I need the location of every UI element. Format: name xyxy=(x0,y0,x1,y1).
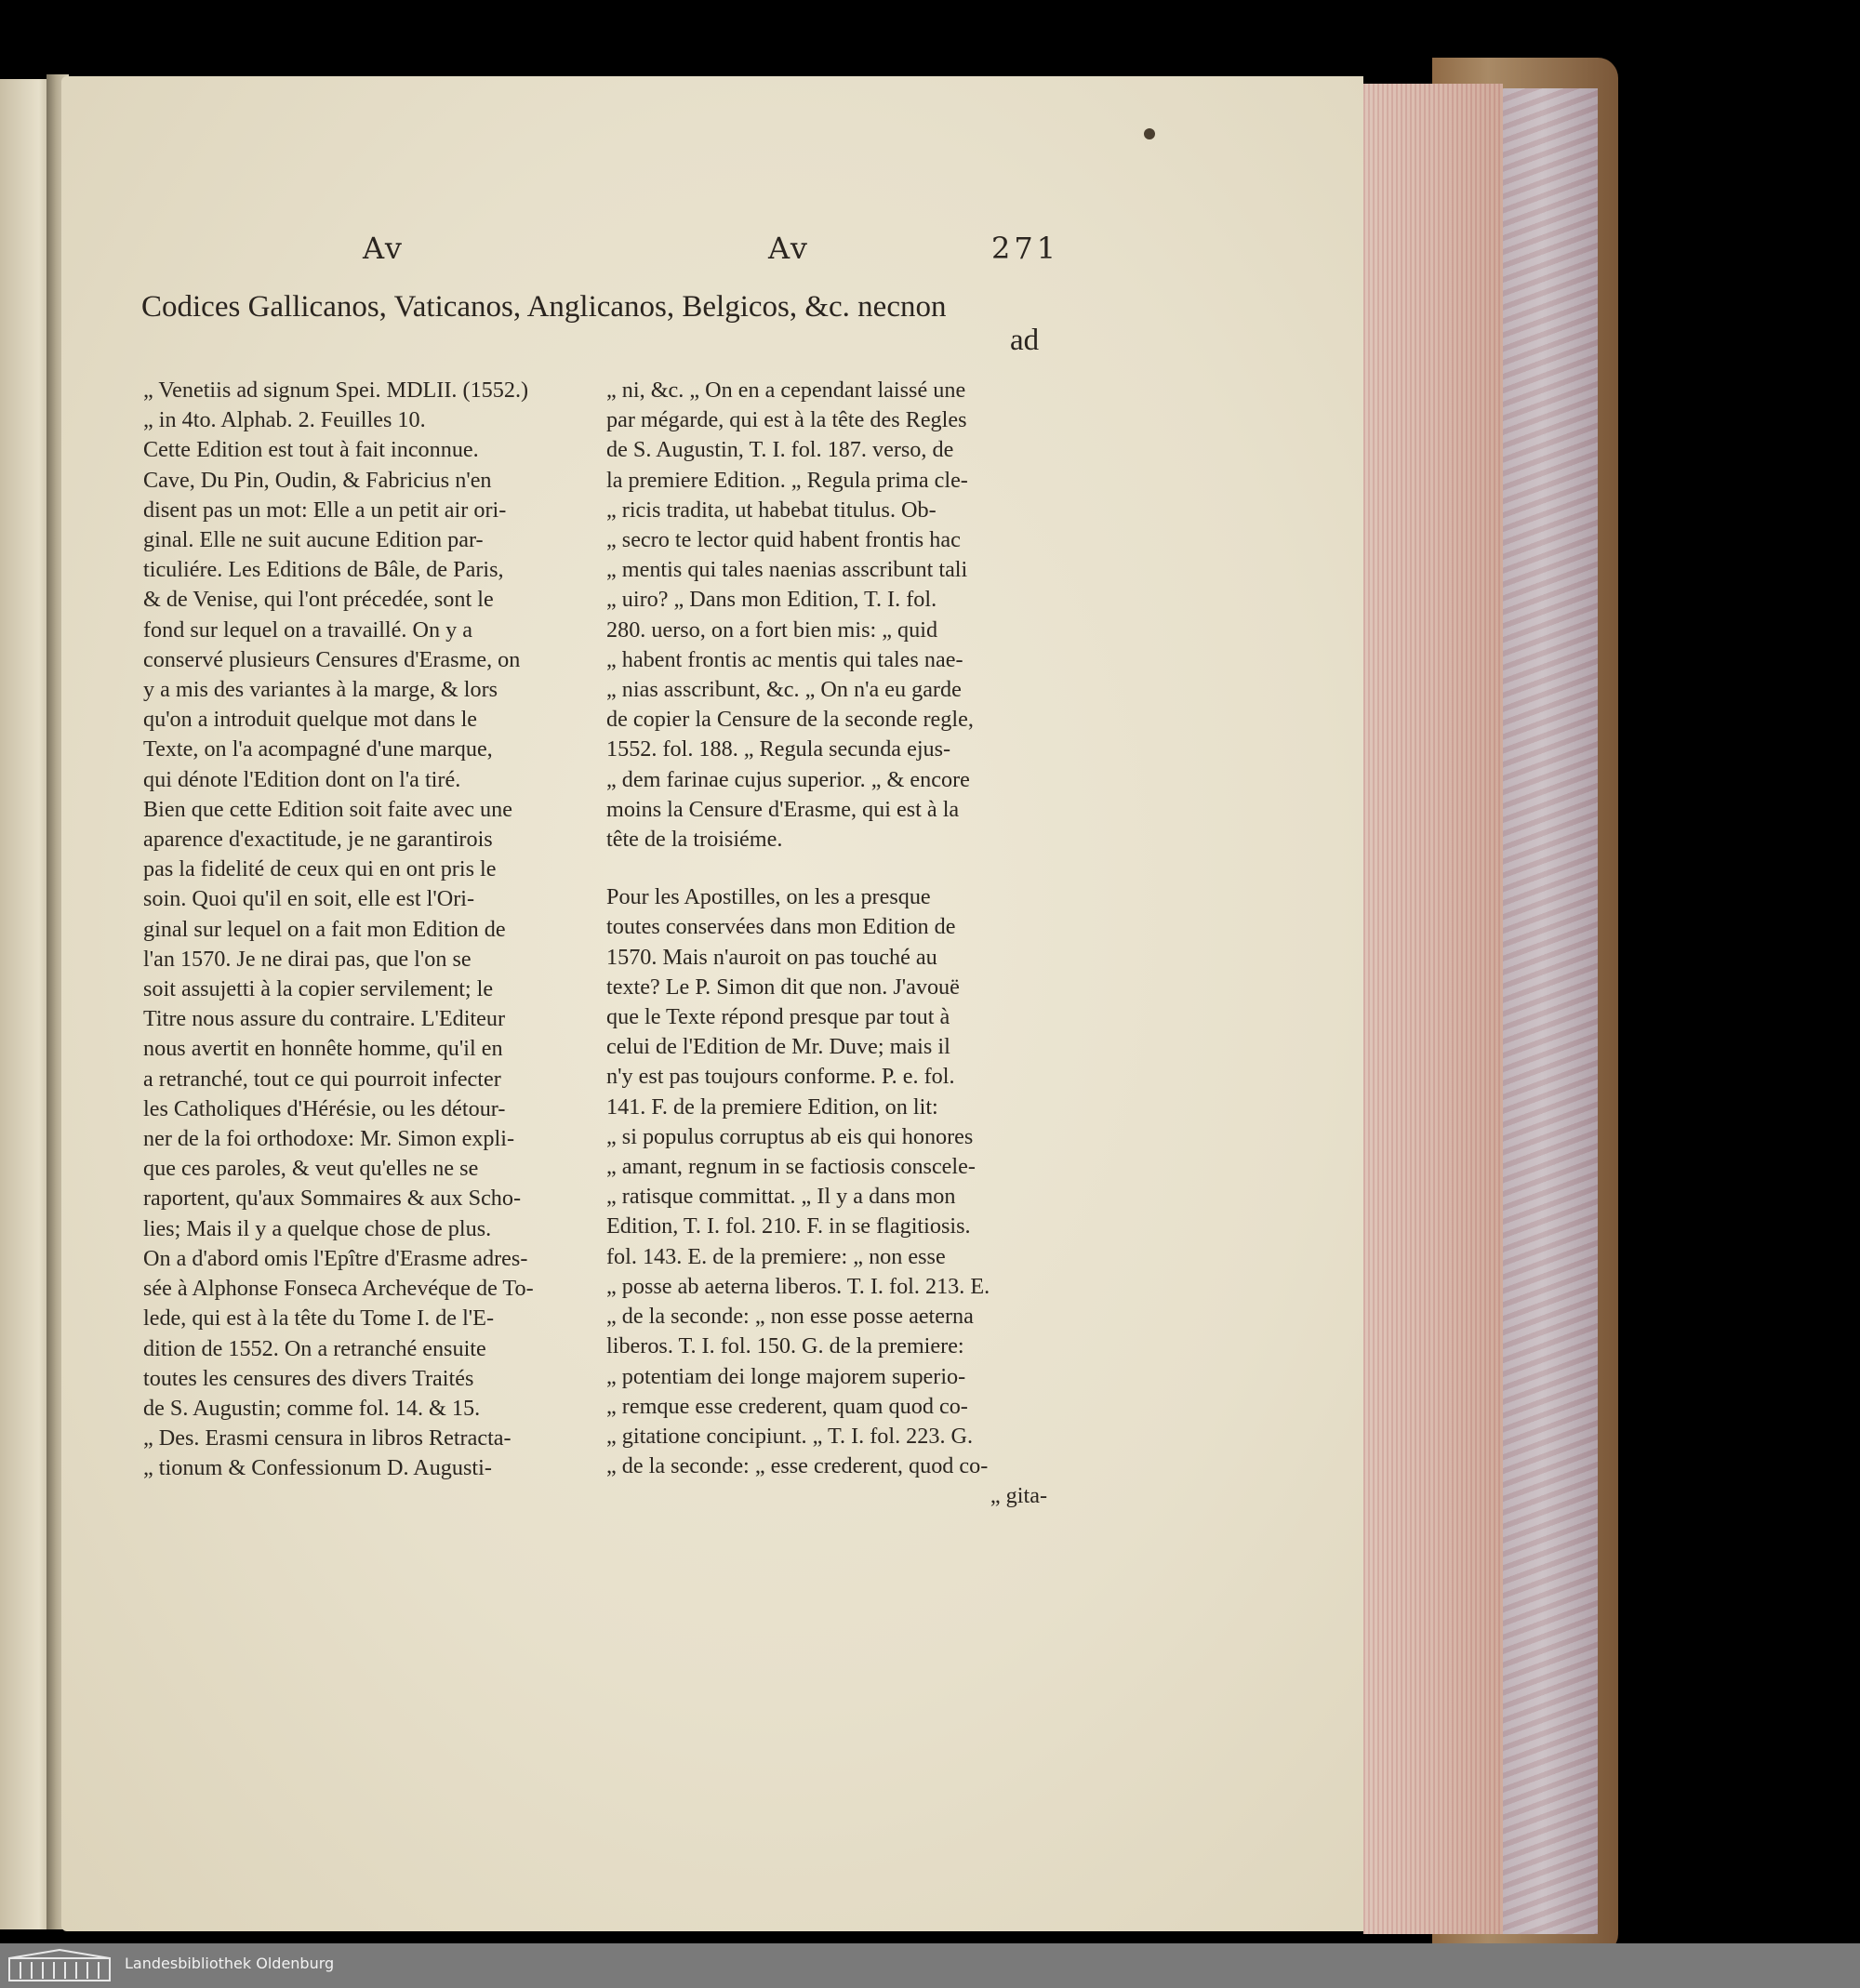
text-line: l'an 1570. Je ne dirai pas, que l'on se xyxy=(143,946,472,972)
text-line: ticuliére. Les Editions de Bâle, de Paris, xyxy=(143,557,504,583)
text-line: qu'on a introduit quelque mot dans le xyxy=(143,707,478,733)
running-head-left: Av xyxy=(363,231,404,266)
text-line: la premiere Edition. „ Regula prima cle- xyxy=(606,467,968,493)
text-line: aparence d'exactitude, je ne garantirois xyxy=(143,827,493,853)
catchword-top: ad xyxy=(1010,324,1040,357)
text-line: a retranché, tout ce qui pourroit infecter xyxy=(143,1066,501,1092)
running-head-center: Av xyxy=(768,231,809,266)
text-line: liberos. T. I. fol. 150. G. de la premiere: xyxy=(606,1333,964,1359)
text-line: ginal sur lequel on a fait mon Edition de xyxy=(143,916,506,942)
text-line: de copier la Censure de la seconde regle, xyxy=(606,707,974,733)
text-line: tête de la troisiéme. xyxy=(606,827,783,853)
text-line: „ nias asscribunt, &c. „ On n'a eu garde xyxy=(606,677,962,703)
text-line: „ habent frontis ac mentis qui tales nae- xyxy=(606,646,963,672)
text-line: fol. 143. E. de la premiere: „ non esse xyxy=(606,1243,946,1269)
text-line: „ posse ab aeterna liberos. T. I. fol. 213. E. xyxy=(606,1273,990,1299)
text-line: que ces paroles, & veut qu'elles ne se xyxy=(143,1156,479,1182)
page-number: 271 xyxy=(991,231,1060,266)
text-line: 141. F. de la premiere Edition, on lit: xyxy=(606,1093,938,1120)
text-line: „ ricis tradita, ut habebat titulus. Ob- xyxy=(606,497,937,523)
text-line: „ de la seconde: „ non esse posse aeterna xyxy=(606,1304,974,1330)
text-line: Texte, on l'a acompagné d'une marque, xyxy=(143,736,493,762)
text-line: fond sur lequel on a travaillé. On y a xyxy=(143,616,472,643)
text-line: de S. Augustin; comme fol. 14. & 15. xyxy=(143,1395,481,1421)
text-line: „ ni, &c. „ On en a cependant laissé une xyxy=(606,378,966,403)
text-line: conservé plusieurs Censures d'Erasme, on xyxy=(143,646,521,672)
text-line: „ si populus corruptus ab eis qui honores xyxy=(606,1123,974,1149)
text-line: „ remque esse crederent, quam quod co- xyxy=(606,1393,968,1419)
text-line: Pour les Apostilles, on les a presque xyxy=(606,884,931,910)
text-line: pas la fidelité de ceux qui en ont pris le xyxy=(143,856,497,882)
text-line: 1552. fol. 188. „ Regula secunda ejus- xyxy=(606,736,951,762)
page-block-edge xyxy=(1363,84,1503,1934)
text-line: toutes les censures des divers Traités xyxy=(143,1365,474,1391)
library-name: Landesbibliothek Oldenburg xyxy=(125,1955,335,1972)
library-footer-bar xyxy=(0,1943,1860,1988)
text-line: n'y est pas toujours conforme. P. e. fol. xyxy=(606,1064,955,1090)
ink-spot xyxy=(1144,128,1155,139)
text-line: nous avertit en honnête homme, qu'il en xyxy=(143,1036,503,1062)
text-line: raportent, qu'aux Sommaires & aux Scho- xyxy=(143,1186,522,1212)
text-line: moins la Censure d'Erasme, qui est à la xyxy=(606,796,960,822)
left-column xyxy=(143,376,573,1484)
library-building-icon xyxy=(7,1949,112,1982)
text-line: „ de la seconde: „ esse crederent, quod co- xyxy=(606,1453,989,1479)
text-line: On a d'abord omis l'Epître d'Erasme adres- xyxy=(143,1245,528,1271)
text-line: celui de l'Edition de Mr. Duve; mais il xyxy=(606,1034,950,1060)
text-line: „ dem farinae cujus superior. „ & encore xyxy=(606,766,970,792)
text-line: „ secro te lector quid habent frontis hac xyxy=(606,527,961,553)
text-line: toutes conservées dans mon Edition de xyxy=(606,914,956,940)
text-line: Cave, Du Pin, Oudin, & Fabricius n'en xyxy=(143,467,492,493)
text-line: par mégarde, qui est à la tête des Regles xyxy=(606,407,967,433)
text-line: „ gitatione concipiunt. „ T. I. fol. 223. G. xyxy=(606,1423,974,1449)
text-line: „ potentiam dei longe majorem superio- xyxy=(606,1363,966,1389)
text-line: Edition, T. I. fol. 210. F. in se flagitiosis. xyxy=(606,1213,971,1239)
text-line: ginal. Elle ne suit aucune Edition par- xyxy=(143,527,484,553)
text-line: 1570. Mais n'auroit on pas touché au xyxy=(606,944,937,970)
text-line: soit assujetti à la copier servilement; le xyxy=(143,976,494,1002)
text-line: les Catholiques d'Hérésie, ou les détour- xyxy=(143,1095,506,1121)
text-line: qui dénote l'Edition dont on l'a tiré. xyxy=(143,766,461,792)
text-line: „ in 4to. Alphab. 2. Feuilles 10. xyxy=(143,407,426,433)
text-line: que le Texte répond presque par tout à xyxy=(606,1004,950,1030)
text-line: „ mentis qui tales naenias asscribunt tali xyxy=(606,557,968,583)
text-line: Bien que cette Edition soit faite avec une xyxy=(143,796,512,822)
text-line: „ uiro? „ Dans mon Edition, T. I. fol. xyxy=(606,587,937,613)
text-line: de S. Augustin, T. I. fol. 187. verso, de xyxy=(606,437,954,463)
text-line: „ amant, regnum in se factiosis conscele- xyxy=(606,1154,976,1180)
catchword-bottom: „ gita- xyxy=(990,1483,1047,1509)
text-line: „ Venetiis ad signum Spei. MDLII. (1552.) xyxy=(143,378,529,403)
text-line: ner de la foi orthodoxe: Mr. Simon expli- xyxy=(143,1126,515,1152)
text-line: lies; Mais il y a quelque chose de plus. xyxy=(143,1215,492,1241)
right-column xyxy=(606,376,1047,1512)
text-line: 280. uerso, on a fort bien mis: „ quid xyxy=(606,616,938,643)
text-line: „ ratisque committat. „ Il y a dans mon xyxy=(606,1184,956,1210)
text-line: soin. Quoi qu'il en soit, elle est l'Ori- xyxy=(143,886,475,912)
text-line: dition de 1552. On a retranché ensuite xyxy=(143,1335,486,1361)
text-line: & de Venise, qui l'ont précedée, sont le xyxy=(143,587,494,613)
text-line: y a mis des variantes à la marge, & lors xyxy=(143,677,498,703)
text-line: „ Des. Erasmi censura in libros Retracta- xyxy=(143,1425,512,1451)
text-line: „ tionum & Confessionum D. Augusti- xyxy=(143,1455,492,1481)
running-head xyxy=(0,231,1860,277)
text-line: sée à Alphonse Fonseca Archevéque de To- xyxy=(143,1276,534,1302)
paragraph-gap xyxy=(606,855,1047,882)
marbled-endpaper xyxy=(1488,88,1598,1934)
first-line: Codices Gallicanos, Vaticanos, Anglicanos, Belgicos, &c. necnon xyxy=(141,290,947,324)
text-line: lede, qui est à la tête du Tome I. de l'E- xyxy=(143,1305,494,1332)
text-line: Cette Edition est tout à fait inconnue. xyxy=(143,437,479,463)
text-line: texte? Le P. Simon dit que non. J'avouë xyxy=(606,974,960,1000)
text-line: disent pas un mot: Elle a un petit air ori- xyxy=(143,497,507,523)
text-line: Titre nous assure du contraire. L'Editeur xyxy=(143,1006,506,1032)
